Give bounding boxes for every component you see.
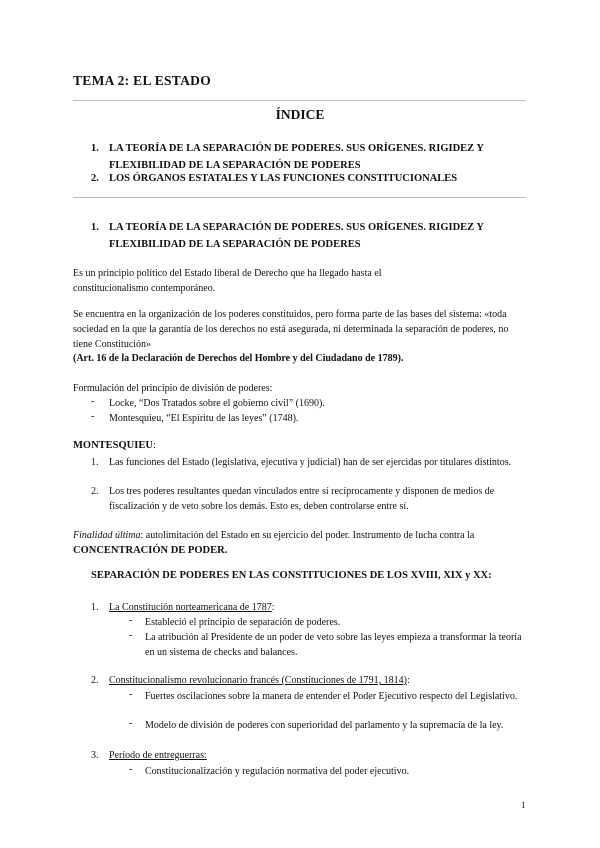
index-title: ÍNDICE xyxy=(275,107,325,122)
montesquieu-item-1-num: 1. xyxy=(91,457,99,468)
sep-item-1-suffix: : xyxy=(271,602,275,613)
paragraph-1: Es un principio político del Estado liberal de Derecho que ha llegado hasta el constitucionalismo contemporáneo. xyxy=(73,268,382,294)
dash-bullet: - xyxy=(129,718,133,729)
index-item-2-num: 2. xyxy=(91,173,99,184)
dash-bullet: - xyxy=(129,630,133,641)
separation-heading: SEPARACIÓN DE PODERES EN LAS CONSTITUCIONES DE LOS XVIII, XIX y XX: xyxy=(91,570,492,581)
sep-item-2-label xyxy=(109,673,529,688)
sep-item-1-title: La Constitución norteamericana de 1787 xyxy=(109,602,272,613)
sep-item-1-label xyxy=(109,600,529,615)
sep-item-2-suffix: : xyxy=(407,675,410,686)
sep-item-2-num: 2. xyxy=(91,675,99,686)
sep-item-3-title: Período de entreguerras: xyxy=(109,750,207,761)
paragraph-3: Formulación del principio de división de poderes: xyxy=(73,383,273,394)
dash-bullet: - xyxy=(91,411,95,422)
montesquieu-item-2-text: Los tres poderes resultantes quedan vinculados entre sí recíprocamente y disponen de medios de fiscalización y de veto sobre los demás. Esto es, deben controlarse entre sí. xyxy=(109,486,495,512)
sep-item-3-sub-1: Constitucionalización y regulación normativa del poder ejecutivo. xyxy=(145,766,410,777)
finalidad-text: : autolimitación del Estado en su ejercicio del poder. Instrumento de lucha contra la xyxy=(140,530,475,541)
index-item-1-num: 1. xyxy=(91,143,99,154)
sep-item-2-sub-1: Fuertes oscilaciones sobre la manera de entender el Poder Ejecutivo respecto del Legislativo. xyxy=(145,691,518,702)
montesquieu-label: MONTESQUIEU xyxy=(73,440,153,451)
dash-bullet: - xyxy=(91,396,95,407)
page-number: 1 xyxy=(521,800,526,810)
list-item: Montesquieu, “El Espíritu de las leyes” (1748). xyxy=(109,413,299,424)
paragraph-2: Se encuentra en la organización de los poderes constituidos, pero forma parte de las bases del sistema: «toda sociedad en la que la garantía de los derechos no está asegurada, ni determinada la separación de poderes, no tiene Constitución» xyxy=(73,309,509,350)
section-1-text: LA TEORÍA DE LA SEPARACIÓN DE PODERES. SUS ORÍGENES. RIGIDEZ Y FLEXIBILIDAD DE LA SEPARACIÓN DE PODERES xyxy=(109,222,484,250)
sep-item-3-num: 3. xyxy=(91,750,99,761)
dash-bullet: - xyxy=(129,615,133,626)
sep-item-3-label xyxy=(109,748,529,763)
doc-title: TEMA 2: EL ESTADO xyxy=(73,73,212,88)
paragraph-2-reference: (Art. 16 de la Declaración de Derechos del Hombre y del Ciudadano de 1789). xyxy=(73,353,404,364)
dash-bullet: - xyxy=(129,764,133,775)
section-1-num: 1. xyxy=(91,222,99,233)
divider-index xyxy=(73,197,526,198)
sep-item-1-sub-1: Estableció el principio de separación de poderes. xyxy=(145,617,341,628)
divider-top xyxy=(73,100,526,101)
index-item-2-text: LOS ÓRGANOS ESTATALES Y LAS FUNCIONES CONSTITUCIONALES xyxy=(109,173,458,184)
sep-item-1-sub-2: La atribución al Presidente de un poder de veto sobre las leyes empieza a transformar la teoría en un sistema de checks and balances. xyxy=(145,632,522,658)
finalidad-bold: CONCENTRACIÓN DE PODER. xyxy=(73,545,228,556)
montesquieu-colon: : xyxy=(152,440,156,451)
finalidad-label: Finalidad última xyxy=(73,530,141,541)
montesquieu-item-1-text: Las funciones del Estado (legislativa, ejecutiva y judicial) han de ser ejercidas por titulares distintos. xyxy=(109,457,512,468)
montesquieu-heading xyxy=(73,438,533,453)
sep-item-1-num: 1. xyxy=(91,602,99,613)
finalidad-paragraph xyxy=(73,528,543,543)
index-item-1-text: LA TEORÍA DE LA SEPARACIÓN DE PODERES. SUS ORÍGENES. RIGIDEZ Y FLEXIBILIDAD DE LA SEPARACIÓN DE PODERES xyxy=(109,143,484,171)
list-item: Locke, “Dos Tratados sobre el gobierno civil” (1690). xyxy=(109,398,325,409)
montesquieu-item-2-num: 2. xyxy=(91,486,99,497)
sep-item-2-title: Constitucionalismo revolucionario francés (Constituciones de 1791, 1814) xyxy=(109,675,407,686)
dash-bullet: - xyxy=(129,689,133,700)
sep-item-2-sub-2: Modelo de división de poderes con superioridad del parlamento y la supremacía de la ley. xyxy=(145,720,504,731)
